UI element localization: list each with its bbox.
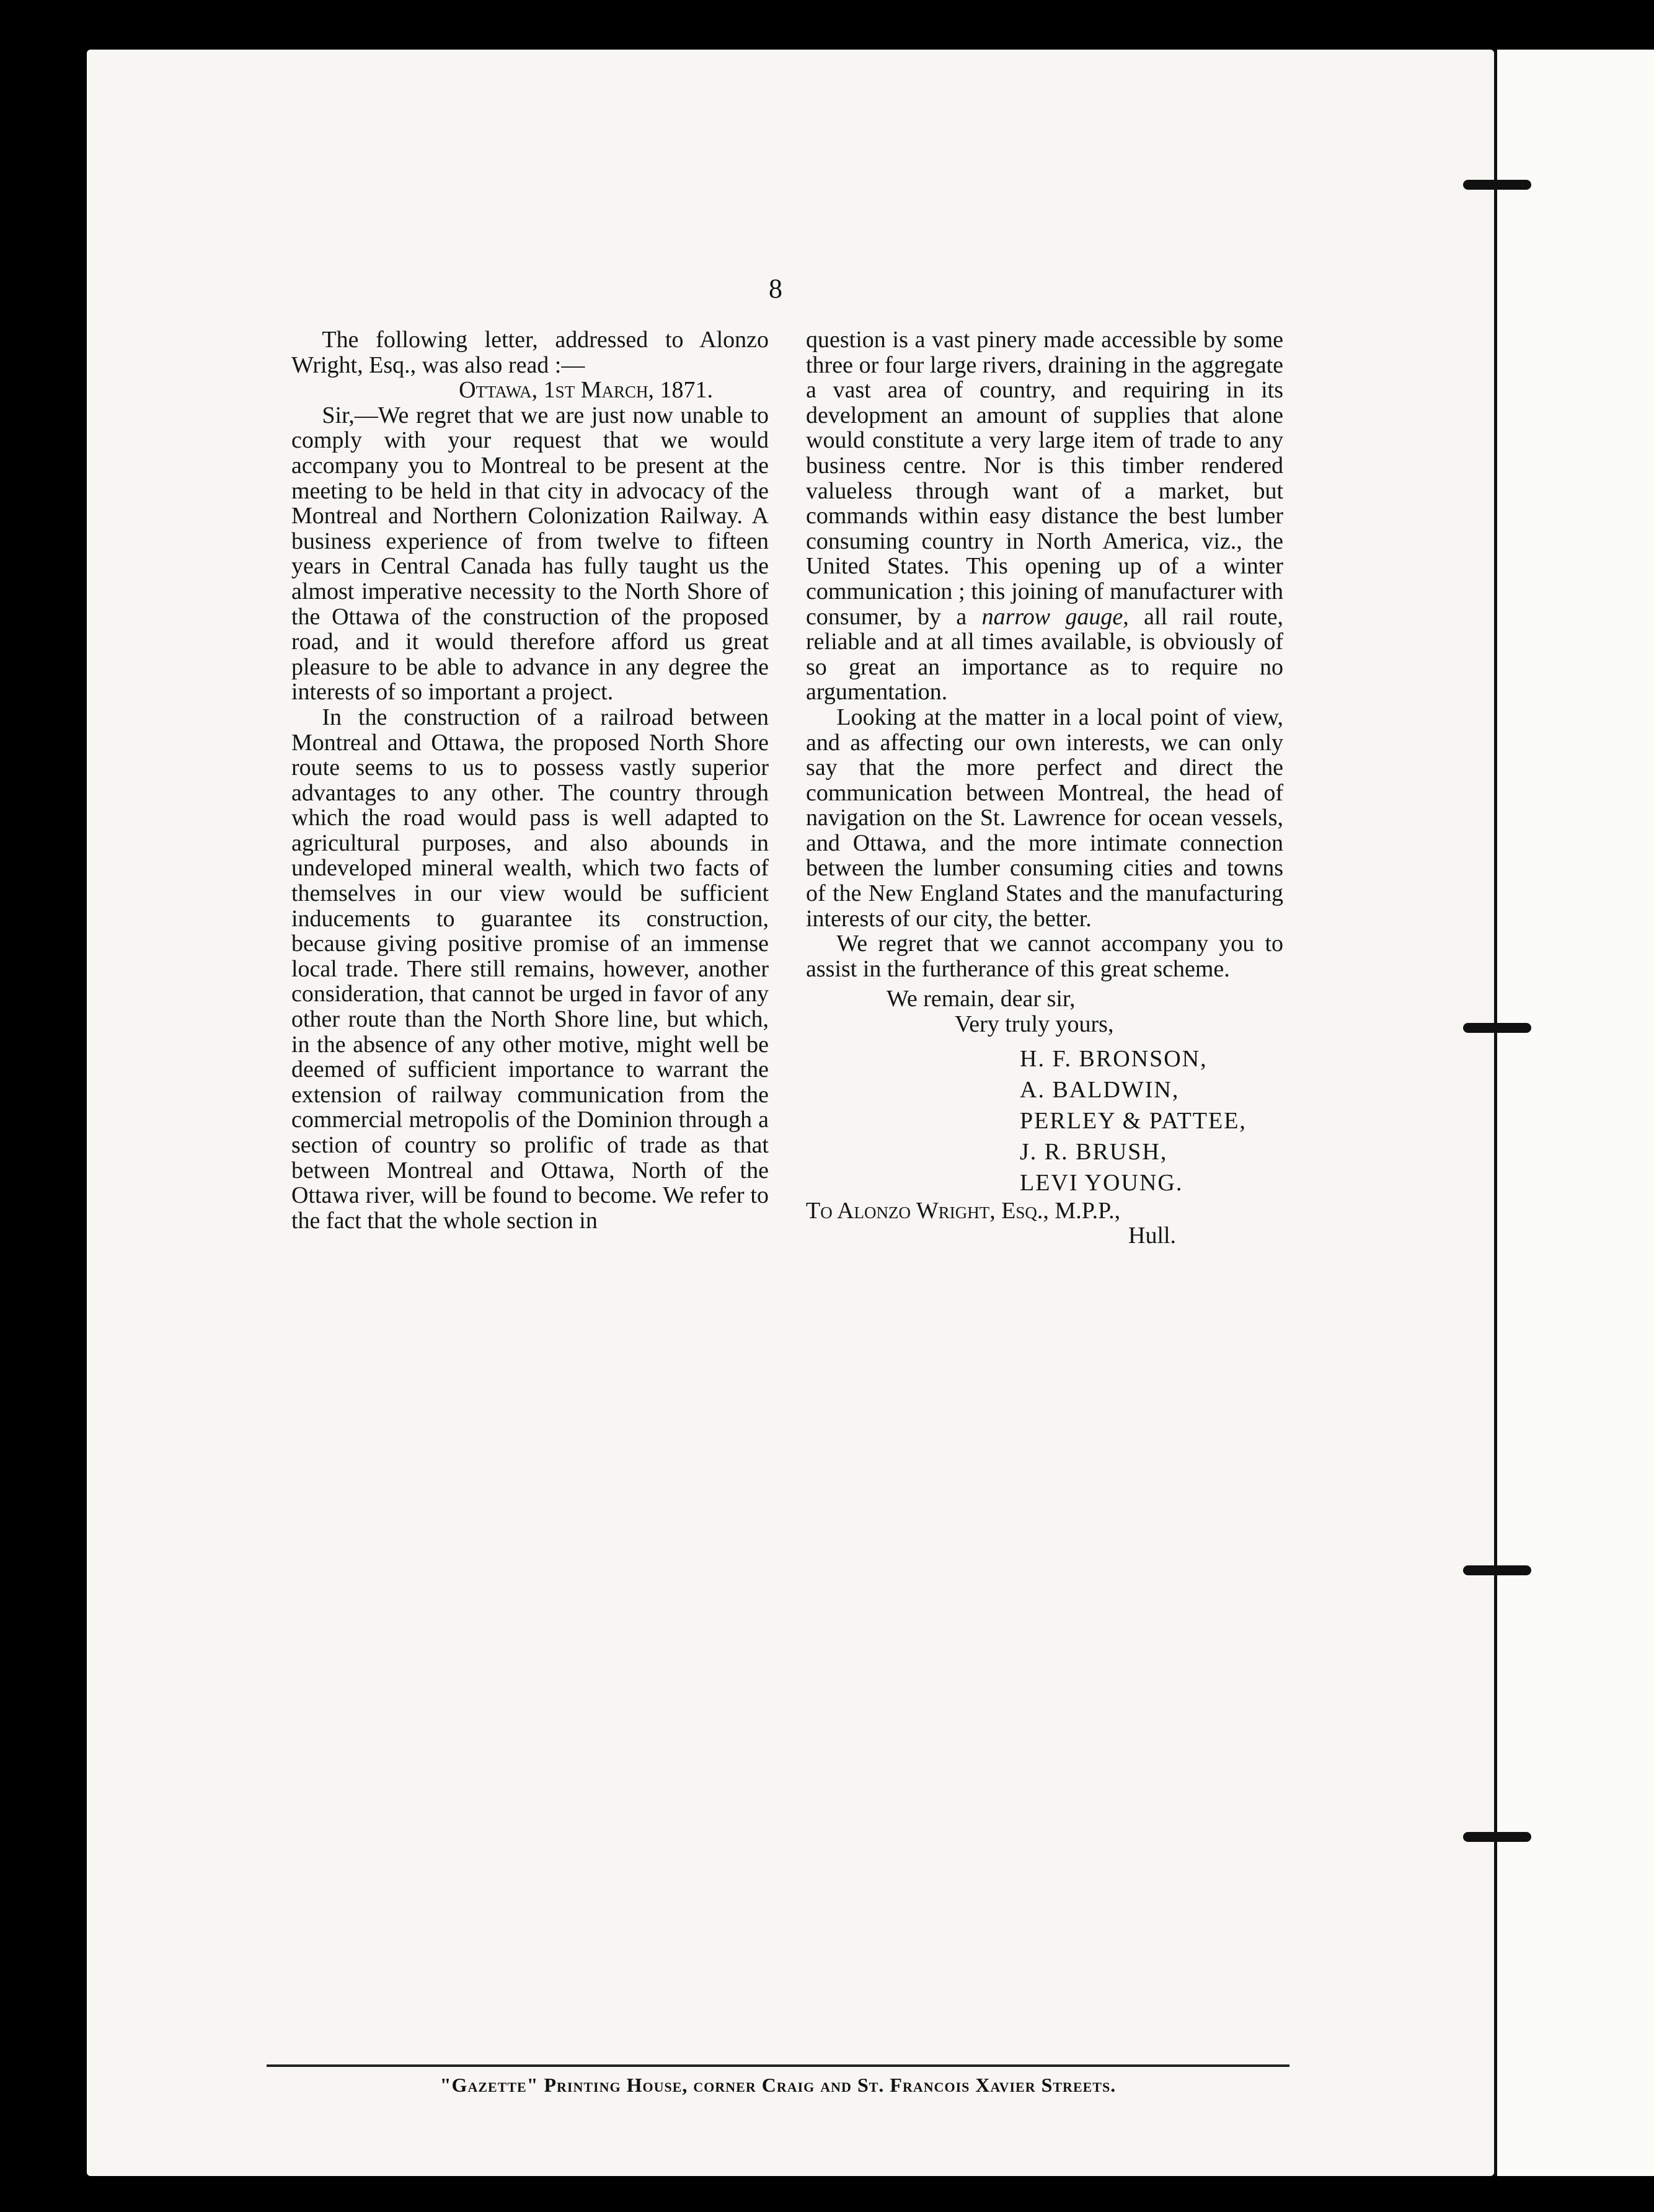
letter-paragraph-5: We regret that we cannot accompany you to assist in the furtherance of this great scheme. (806, 931, 1283, 982)
paragraph-text: all rail route, reliable and at all times available, is obviously of so great an importance as to require no argumentation. (806, 603, 1283, 706)
letter-paragraph-3 (806, 327, 1283, 705)
signer-name: PERLEY & PATTEE, (1020, 1107, 1247, 1134)
emphasis-text: narrow gauge, (981, 603, 1129, 630)
dateline: Ottawa, 1st March, 1871. (459, 377, 713, 404)
paragraph-text: question is a vast pinery made accessible by some three or four large rivers, draining in the aggregate a vast area of country, and requiring in its development an amount of supplies that alone would constitute a very large item of trade to any business centre. Nor is this timber rendered valueless through want of a market, but commands within easy distance the best lumber consuming country in North America, viz., the United States. This opening up of a winter communication ; this joining of manufacturer with consumer, by a (806, 327, 1283, 630)
letter-paragraph-2: In the construction of a railroad between Montreal and Ottawa, the proposed North Shore route seems to us to possess vastly superior advantages to any other. The country through which the road would pass is well adapted to agricultural purposes, and also abounds in undeveloped mineral wealth, which two facts of themselves in our view would be sufficient inducements to guarantee its construction, because giving positive promise of an immense local trade. There still remains, however, another consideration, that cannot be urged in favor of any other route than the North Shore line, but which, in the absence of any other motive, might well be deemed of sufficient importance to warrant the extension of railway communication from the commercial metropolis of the Dominion through a section of country so prolific of trade as that between Montreal and Ottawa, North of the Ottawa river, will be found to become. We refer to the fact that the whole section in (291, 704, 769, 1234)
letter-paragraph-4: Looking at the matter in a local point of view, and as affecting our own interests, we can only say that the more perfect and direct the communication between Montreal, the head of navigation on the St. Lawrence for ocean vessels, and Ottawa, and the more intimate connection between the lumber consuming cities and towns of the New England States and the manufacturing interests of our city, the better. (806, 704, 1283, 932)
addressee-line: Hull. (1128, 1223, 1177, 1249)
page-number: 8 (769, 273, 782, 304)
closing-line: We remain, dear sir, (887, 986, 1076, 1012)
footer-rule (267, 2064, 1289, 2067)
printer-imprint: "Gazette" Printing House, corner Craig and St. Francois Xavier Streets. (440, 2074, 1117, 2096)
binding-mark (1463, 1023, 1531, 1033)
binding-edge (1494, 50, 1654, 2176)
signer-name: H. F. BRONSON, (1020, 1045, 1208, 1072)
right-column (806, 327, 1283, 1249)
signer-name: A. BALDWIN, (1020, 1076, 1180, 1103)
binding-mark (1463, 1832, 1531, 1842)
addressee-line: To Alonzo Wright, Esq., M.P.P., (806, 1197, 1121, 1224)
signer-name: J. R. BRUSH, (1020, 1138, 1168, 1165)
left-column (291, 327, 769, 1233)
binding-mark (1463, 1565, 1531, 1575)
letter-paragraph-1: Sir,—We regret that we are just now unable to comply with your request that we would accompany you to Montreal to be present at the meeting to be held in that city in advocacy of the Montreal and Northern Colonization Railway. A business experience of from twelve to fifteen years in Central Canada has fully taught us the almost imperative necessity to the North Shore of the Ottawa of the construction of the proposed road, and it would therefore afford us great pleasure to be able to advance in any degree the interests of so important a project. (291, 402, 769, 706)
signer-name: LEVI YOUNG. (1020, 1169, 1183, 1196)
closing-line: Very truly yours, (955, 1011, 1114, 1038)
signature-list (806, 1043, 1283, 1198)
binding-mark (1463, 180, 1531, 190)
intro-paragraph: The following letter, addressed to Alonzo Wright, Esq., was also read :— (291, 327, 769, 378)
